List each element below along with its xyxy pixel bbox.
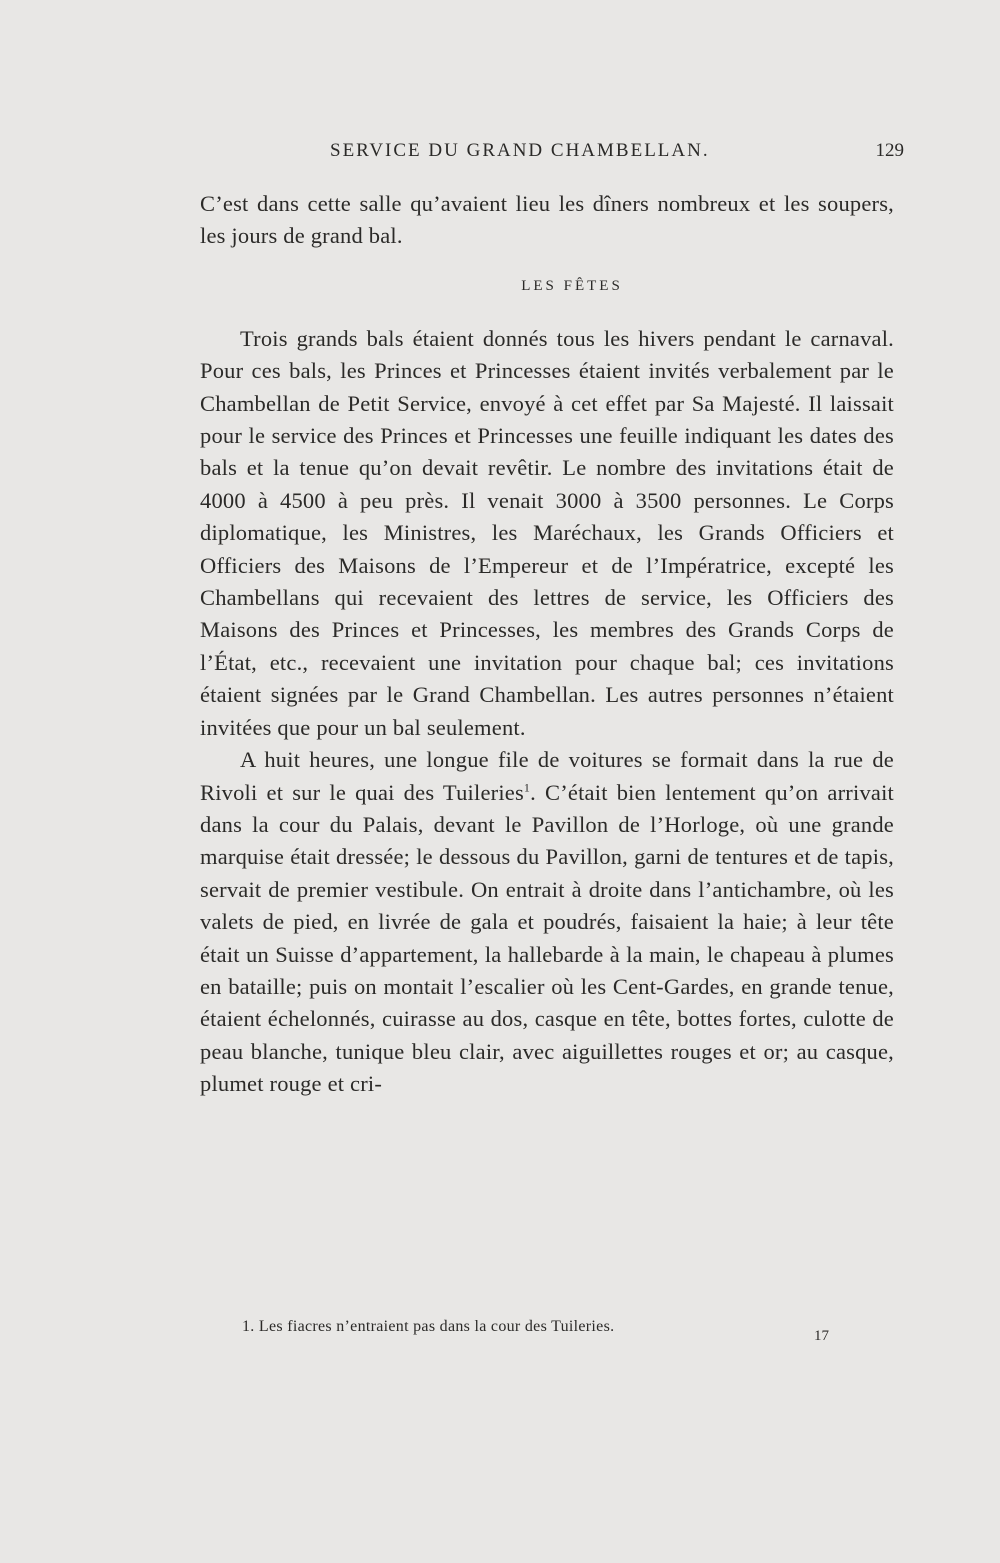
running-title: SERVICE DU GRAND CHAMBELLAN. — [330, 140, 710, 161]
intro-paragraph: C’est dans cette salle qu’avaient lieu les dîners nombreux et les soupers, les jours de grand bal. — [200, 191, 894, 249]
paragraph-arrivee-text-end: . C’était bien lentement qu’on arrivait dans la cour du Palais, devant le Pavillon de l’Horloge, où une grande marquise était dressée; le dessous du Pavillon, garni de tentures et de tapis, servait de premier vestibule. On entrait à droite dans l’antichambre, où les valets de pied, en livrée de gala et poudrés, faisaient la haie; à leur tête était un Suisse d’appartement, la hallebarde à la main, le chapeau à plumes en bataille; puis on montait l’escalier où les Cent-Gardes, en grande tenue, étaient échelonnés, cuirasse au dos, casque en tête, bottes fortes, culotte de peau blanche, tunique bleu clair, avec aiguillettes rouges et or; au casque, plumet rouge et cri- — [200, 779, 894, 1097]
section-heading: LES FÊTES — [521, 277, 623, 294]
footnote: 1. Les fiacres n’entraient pas dans la cour des Tuileries. — [242, 1318, 615, 1335]
paragraph-arrivee-text-start: A huit heures, une longue file de voitures se formait dans la rue de Rivoli et sur le quai des Tuileries — [200, 747, 894, 805]
main-text — [200, 188, 894, 1101]
footnote-reference: 1 — [523, 780, 531, 794]
page-number: 129 — [875, 140, 904, 161]
paragraph-bals: Trois grands bals étaient donnés tous les hivers pendant le carnaval. Pour ces bals, les Princes et Princesses étaient invités verbalement par le Chambellan de Petit Service, envoyé à cet effet par Sa Majesté. Il laissait pour le service des Princes et Princesses une feuille indiquant les dates des bals et la tenue qu’on devait revêtir. Le nombre des invitations était de 4000 à 4500 à peu près. Il venait 3000 à 3500 personnes. Le Corps diplomatique, les Ministres, les Maréchaux, les Grands Officiers et Officiers des Maisons de l’Empereur et de l’Impératrice, excepté les Chambellans qui recevaient des lettres de service, les Officiers des Maisons des Princes et Princesses, les membres des Grands Corps de l’État, etc., recevaient une invitation pour chaque bal; ces invitations étaient signées par le Grand Chambellan. Les autres personnes n’étaient invitées que pour un bal seulement. — [200, 325, 894, 740]
running-head — [200, 140, 904, 170]
paragraph-arrivee — [200, 744, 894, 1100]
signature-mark: 17 — [814, 1328, 829, 1344]
